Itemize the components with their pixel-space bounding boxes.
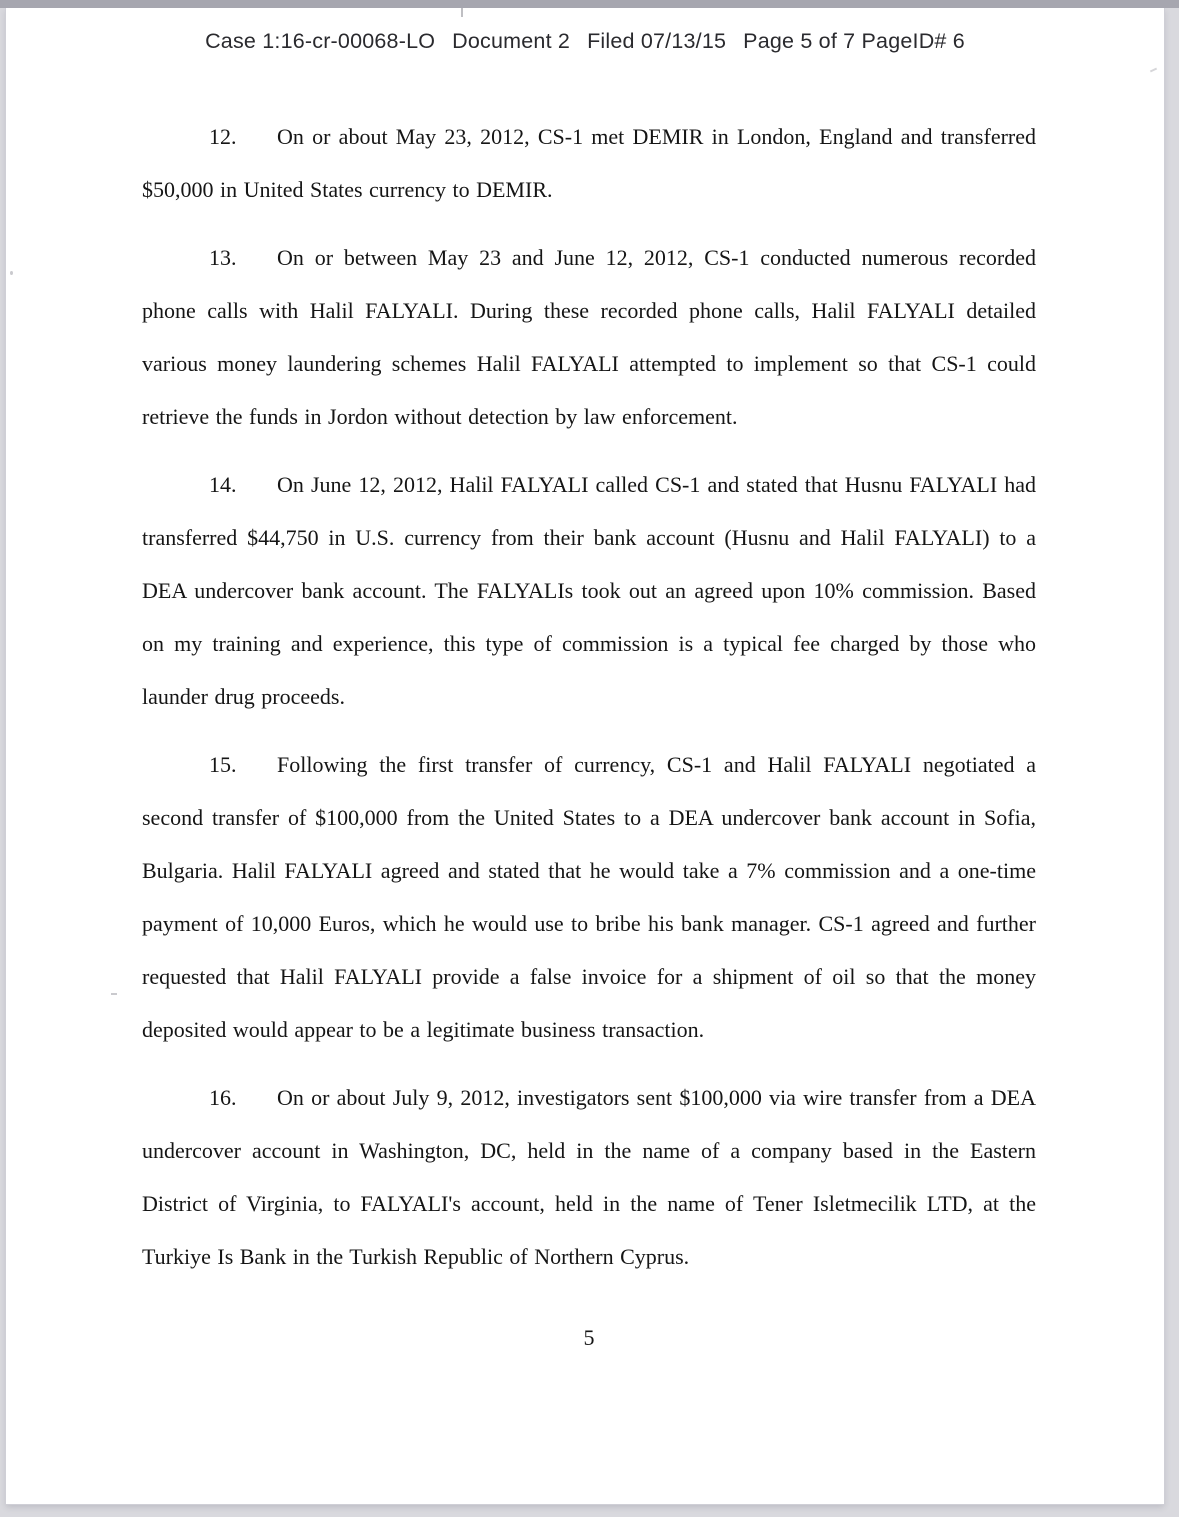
paragraph-text: On or about May 23, 2012, CS-1 met DEMIR in London, England and transferred $50,000 in United States currency to DEMIR. xyxy=(142,124,1036,202)
paragraph-number: 15. xyxy=(209,752,237,777)
paragraph-16 xyxy=(142,1071,1036,1283)
paragraph-text: On or about July 9, 2012, investigators sent $100,000 via wire transfer from a DEA undercover account in Washington, DC, held in the name of a company based in the Eastern District of Virginia, to FALYALI's account, held in the name of Tener Isletmecilik LTD, at the Turkiye Is Bank in the Turkish Republic of Northern Cyprus. xyxy=(142,1085,1036,1269)
paragraph-13 xyxy=(142,231,1036,443)
filed-date: Filed 07/13/15 xyxy=(587,29,727,53)
page-content xyxy=(6,8,1164,1504)
paragraph-text: Following the first transfer of currency, CS-1 and Halil FALYALI negotiated a second transfer of $100,000 from the United States to a DEA undercover bank account in Sofia, Bulgaria. Halil FALYALI agreed and stated that he would take a 7% commission and a one-time payment of 10,000 Euros, which he would use to bribe his bank manager. CS-1 agreed and further requested that Halil FALYALI provide a false invoice for a shipment of oil so that the money deposited would appear to be a legitimate business transaction. xyxy=(142,752,1036,1042)
scan-artifact xyxy=(111,993,117,995)
page-number: 5 xyxy=(583,1325,595,1350)
document-number: Document 2 xyxy=(452,29,571,53)
scan-artifact xyxy=(10,271,13,275)
document-body xyxy=(142,110,1036,1364)
paragraph-14 xyxy=(142,458,1036,723)
paragraph-12 xyxy=(142,110,1036,216)
page-id: Page 5 of 7 PageID# 6 xyxy=(743,29,965,53)
paragraph-text: On June 12, 2012, Halil FALYALI called CS-1 and stated that Husnu FALYALI had transferred $44,750 in U.S. currency from their bank account (Husnu and Halil FALYALI) to a DEA undercover bank account. The FALYALIs took out an agreed upon 10% commission. Based on my training and experience, this type of commission is a typical fee charged by those who launder drug proceeds. xyxy=(142,472,1036,709)
scan-top-edge xyxy=(0,0,1179,8)
paragraph-15 xyxy=(142,738,1036,1056)
paragraph-number: 14. xyxy=(209,472,237,497)
case-caption-header xyxy=(6,29,1164,54)
paragraph-text: On or between May 23 and June 12, 2012, CS-1 conducted numerous recorded phone calls with Halil FALYALI. During these recorded phone calls, Halil FALYALI detailed various money laundering schemes Halil FALYALI attempted to implement so that CS-1 could retrieve the funds in Jordon without detection by law enforcement. xyxy=(142,245,1036,429)
scan-artifact xyxy=(461,8,463,17)
paragraph-number: 13. xyxy=(209,245,237,270)
document-page xyxy=(6,8,1164,1504)
case-number: Case 1:16-cr-00068-LO xyxy=(205,29,436,53)
paragraph-number: 16. xyxy=(209,1085,237,1110)
paragraph-number: 12. xyxy=(209,124,237,149)
